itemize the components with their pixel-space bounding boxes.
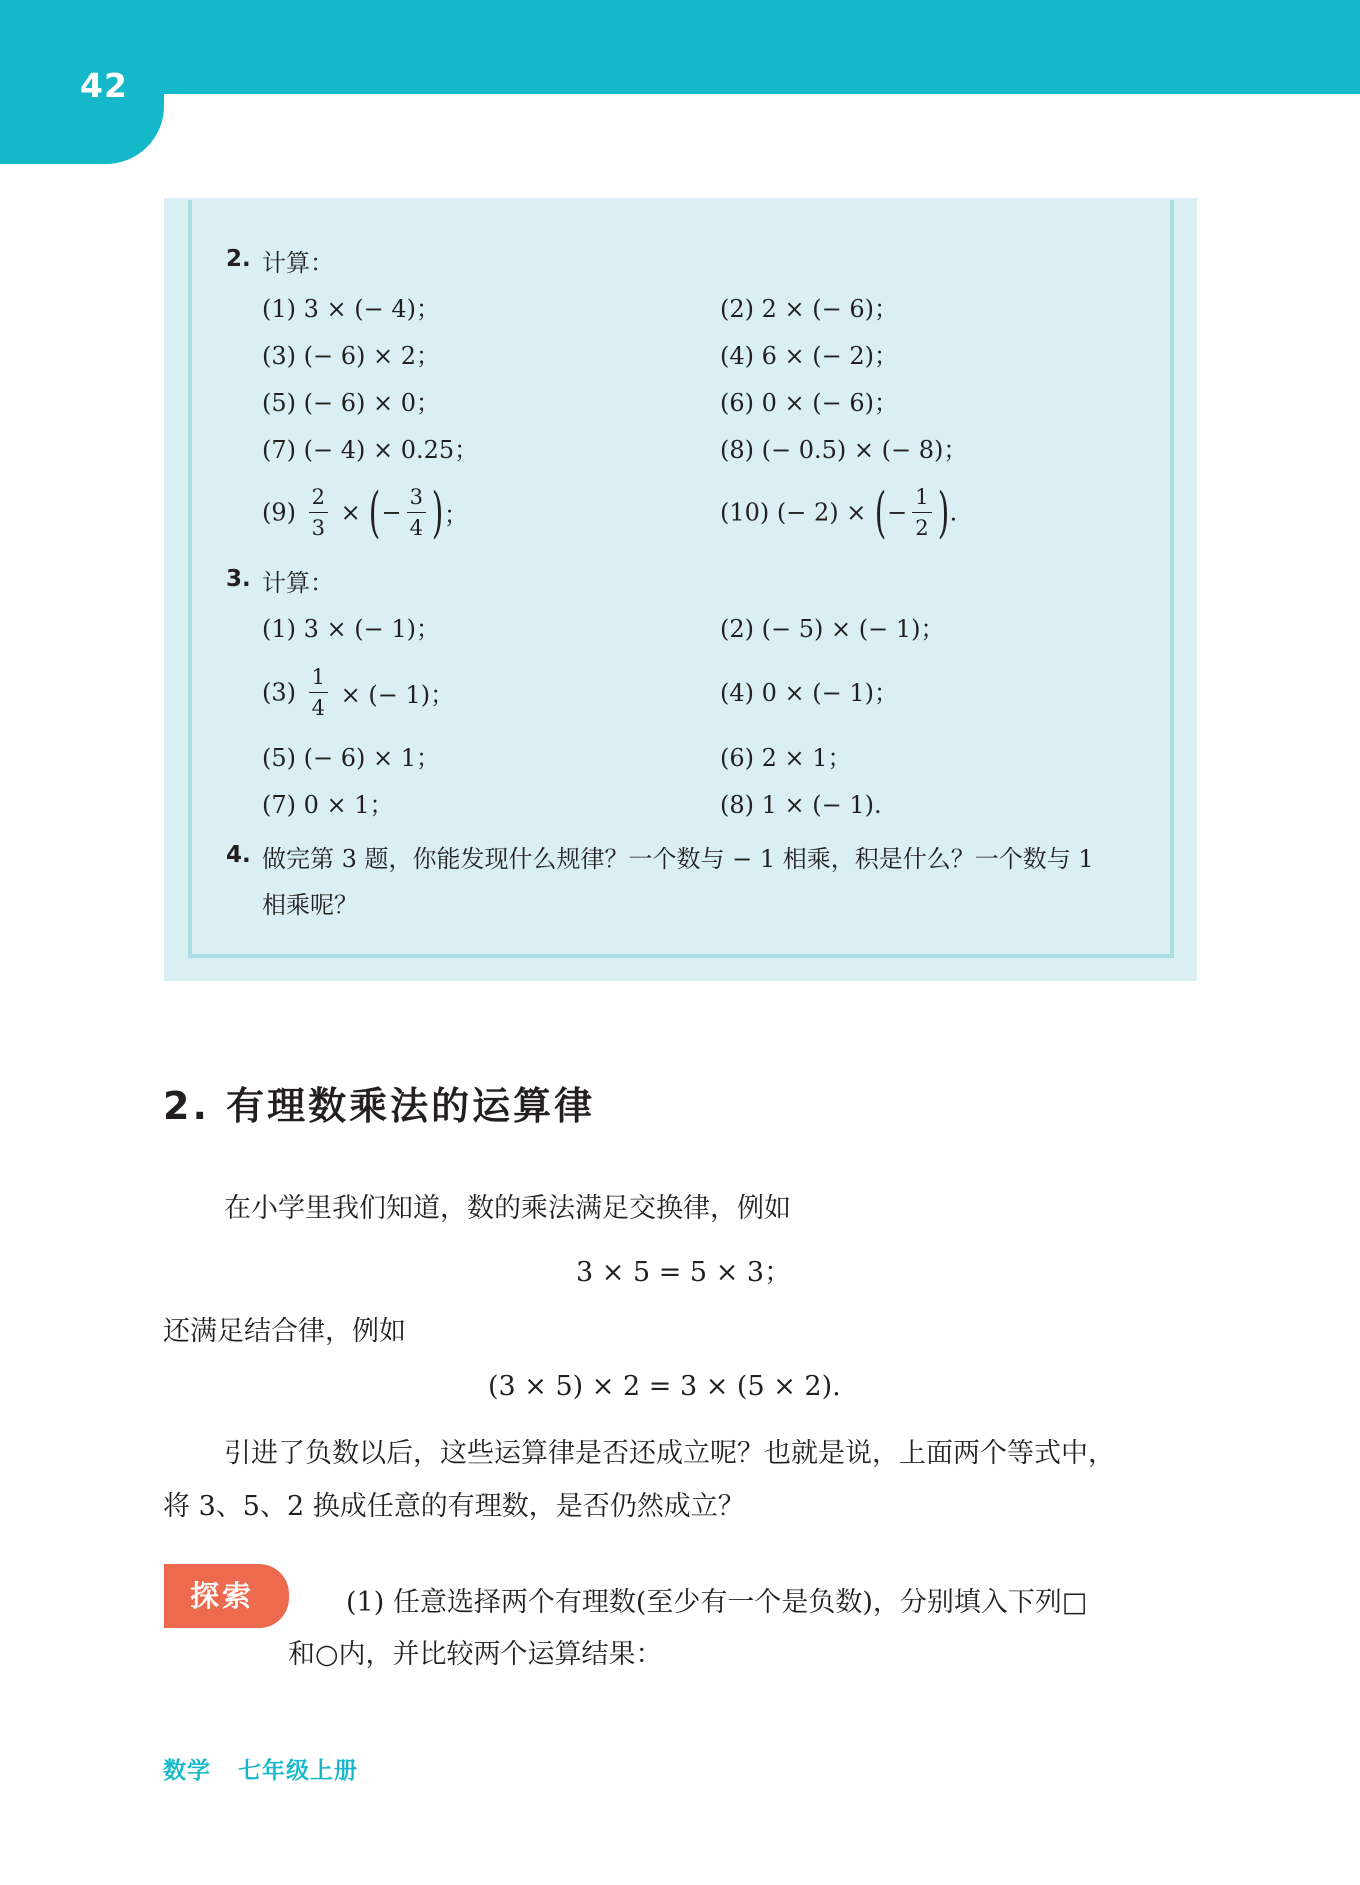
minus-sign: −	[381, 498, 402, 527]
q3-item-3-rest: × (− 1)；	[340, 681, 455, 709]
fraction-denominator: 3	[311, 516, 326, 540]
q2-item-10-lead: (− 2) ×	[776, 498, 867, 527]
question-2-text: 计算：	[262, 249, 334, 277]
left-paren: (	[369, 480, 381, 544]
q3-item-5: (5) (− 6) × 1；	[262, 744, 440, 772]
question-2-number: 2.	[226, 246, 251, 272]
fraction-denominator: 4	[311, 696, 326, 720]
fraction-numerator: 3	[407, 482, 426, 513]
q2-item-9	[262, 482, 468, 543]
footer-book-title: 数学 七年级上册	[163, 1758, 359, 1784]
q3-item-2: (2) (− 5) × (− 1)；	[720, 615, 945, 643]
q2-item-7: (7) (− 4) × 0.25；	[262, 436, 479, 464]
q3-item-4: (4) 0 × (− 1)；	[720, 679, 898, 707]
semicolon: ；	[444, 501, 469, 529]
q3-item-8: (8) 1 × (− 1).	[720, 791, 882, 819]
q3-item-3-label: (3)	[262, 678, 296, 707]
header-bar	[0, 0, 1360, 94]
q3-item-3	[262, 662, 454, 723]
right-paren: )	[431, 480, 444, 544]
q2-item-5: (5) (− 6) × 0；	[262, 389, 440, 417]
period: .	[949, 498, 958, 527]
explore-label: 探索	[190, 1579, 255, 1613]
q2-item-4: (4) 6 × (− 2)；	[720, 342, 898, 370]
question-3-number: 3.	[226, 566, 251, 592]
q2-item-9-label: (9)	[262, 498, 296, 527]
q2-item-3: (3) (− 6) × 2；	[262, 342, 440, 370]
fraction-numerator: 1	[912, 482, 931, 513]
q2-item-10-label: (10)	[720, 498, 770, 527]
paragraph-3-line-2: 将 3、5、2 换成任意的有理数，是否仍然成立？	[163, 1491, 745, 1522]
equation-commutative: 3 × 5 = 5 × 3；	[576, 1257, 792, 1288]
paragraph-3-line-1: 引进了负数以后，这些运算律是否还成立呢？也就是说，上面两个等式中，	[224, 1438, 1115, 1469]
q2-item-2: (2) 2 × (− 6)；	[720, 295, 898, 323]
left-paren: (	[874, 480, 887, 544]
question-4-number: 4.	[226, 842, 251, 868]
fraction-numerator: 1	[309, 662, 328, 693]
fraction-one-quarter	[309, 662, 328, 723]
fraction-two-thirds	[309, 482, 328, 543]
question-3-text: 计算：	[262, 569, 334, 597]
explore-line-2: 和○内，并比较两个运算结果：	[288, 1639, 663, 1670]
right-paren: )	[937, 480, 949, 544]
q3-item-6: (6) 2 × 1；	[720, 744, 852, 772]
explore-line-1: (1) 任意选择两个有理数(至少有一个是负数)，分别填入下列□	[346, 1587, 1088, 1618]
q3-item-1: (1) 3 × (− 1)；	[262, 615, 440, 643]
page-number: 42	[80, 66, 128, 105]
section-title: 2. 有理数乘法的运算律	[163, 1084, 596, 1128]
equation-associative: (3 × 5) × 2 = 3 × (5 × 2).	[488, 1371, 841, 1402]
fraction-numerator: 2	[309, 482, 328, 513]
q2-item-1: (1) 3 × (− 4)；	[262, 295, 440, 323]
times-sign: ×	[340, 498, 361, 527]
fraction-one-half	[912, 482, 931, 543]
q2-item-10	[720, 482, 957, 543]
paragraph-2: 还满足结合律，例如	[163, 1316, 406, 1347]
q2-item-6: (6) 0 × (− 6)；	[720, 389, 898, 417]
q3-item-7: (7) 0 × 1；	[262, 791, 394, 819]
question-4-line-2: 相乘呢？	[262, 891, 358, 919]
paragraph-1: 在小学里我们知道，数的乘法满足交换律，例如	[224, 1193, 791, 1224]
fraction-denominator: 2	[915, 516, 929, 540]
fraction-three-quarters	[407, 482, 426, 543]
q2-item-8: (8) (− 0.5) × (− 8)；	[720, 436, 968, 464]
minus-sign: −	[887, 498, 908, 527]
fraction-denominator: 4	[409, 516, 423, 540]
question-4-line-1: 做完第 3 题，你能发现什么规律？一个数与 − 1 相乘，积是什么？一个数与 1	[262, 845, 1094, 873]
